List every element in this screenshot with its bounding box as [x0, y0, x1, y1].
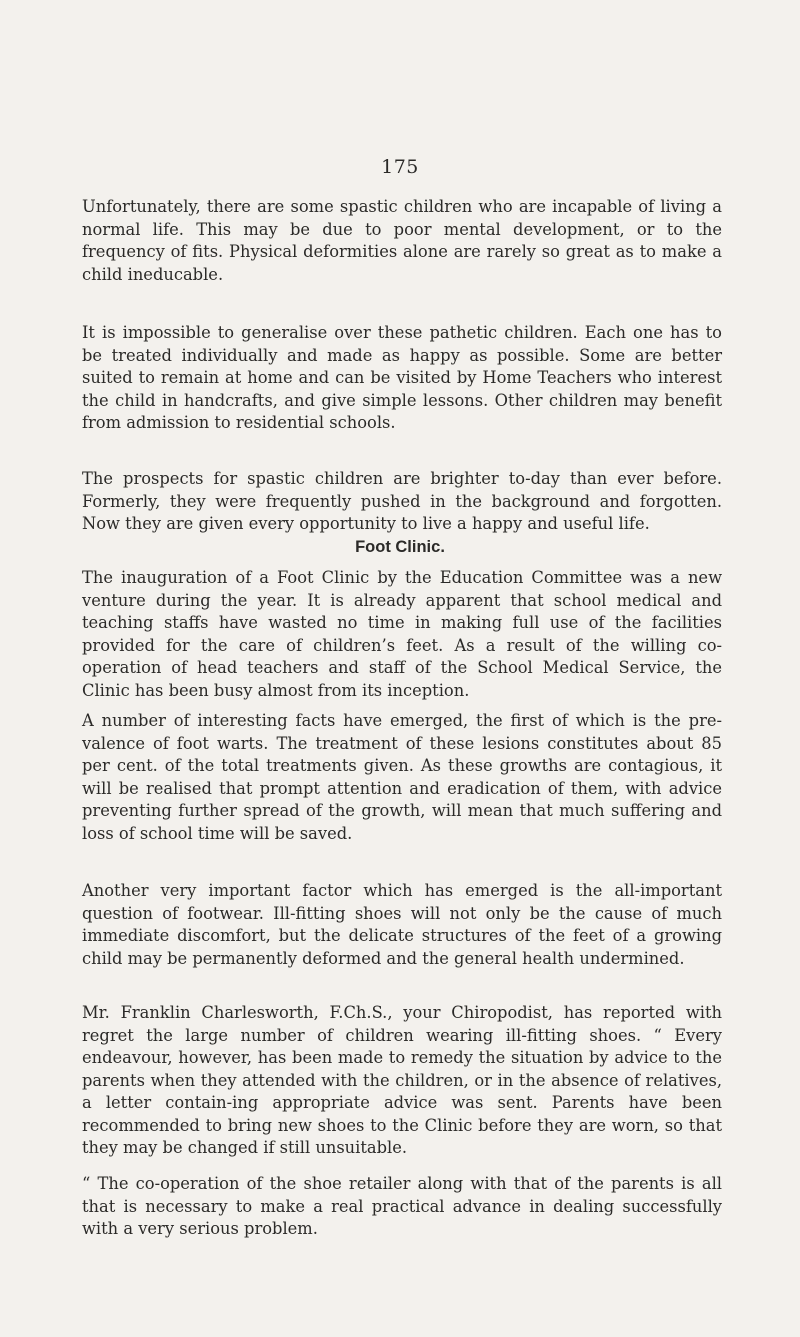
- paragraph-text: It is impossible to generalise over these pathetic children. Each one has to be treated individually and made as happy as possible. Some are better suited to remain at home and can be visited by Home Teachers who interest the child in handcrafts, and give simple lessons. Other children may benefit from admission to residential schools.: [82, 323, 722, 432]
- paragraph-text: Unfortunately, there are some spastic children who are incapable of living a normal life. This may be due to poor mental development, or to the frequency of fits. Physical deformities alone are rarely so great as to make a child ineducable.: [82, 197, 722, 284]
- paragraph-text: The inauguration of a Foot Clinic by the Education Committee was a new venture during the year. It is already apparent that school medical and teaching staffs have wasted no time in making full use of the facilities provided for the care of children’s feet. As a result of the willing co-operation of head teachers and staff of the School Medical Service, the Clinic has been busy almost from its inception.: [82, 568, 722, 700]
- paragraph-text: Another very important factor which has emerged is the all-important question of footwear. Ill-fitting shoes will not only be the cause of much immediate discomfort, but the delicate structures of the feet of a growing child may be permanently deformed and the general health undermined.: [82, 881, 722, 968]
- paragraph: [82, 196, 722, 286]
- page-number: 175: [381, 156, 419, 178]
- paragraph: [82, 880, 722, 970]
- paragraph: [82, 468, 722, 536]
- paragraph-text: “ The co-operation of the shoe retailer along with that of the parents is all that is necessary to make a real practical advance in dealing successfully with a very serious problem.: [82, 1174, 722, 1238]
- paragraph: [82, 322, 722, 435]
- paragraph: [82, 1002, 722, 1160]
- paragraph: [82, 1173, 722, 1241]
- paragraph: [82, 710, 722, 845]
- paragraph-text: The prospects for spastic children are brighter to-day than ever before. Formerly, they were frequently pushed in the background and forgotten. Now they are given every opportunity to live a happy and useful life.: [82, 469, 722, 533]
- paragraph-text: Mr. Franklin Charlesworth, F.Ch.S., your Chiropodist, has reported with regret the large number of children wearing ill-fitting shoes. “ Every endeavour, however, has been made to remedy the situation by advice to the parents when they attended with the children, or in the absence of relatives, a letter contain-ing appropriate advice was sent. Parents have been recommended to bring new shoes to the Clinic before they are worn, so that they may be changed if still unsuitable.: [82, 1003, 722, 1157]
- paragraph-text: A number of interesting facts have emerged, the first of which is the pre-valence of foot warts. The treatment of these lesions constitutes about 85 per cent. of the total treatments given. As these growths are contagious, it will be realised that prompt attention and eradication of them, with advice preventing further spread of the growth, will mean that much suffering and loss of school time will be saved.: [82, 711, 722, 843]
- paragraph: [82, 567, 722, 702]
- section-heading: Foot Clinic.: [355, 538, 445, 556]
